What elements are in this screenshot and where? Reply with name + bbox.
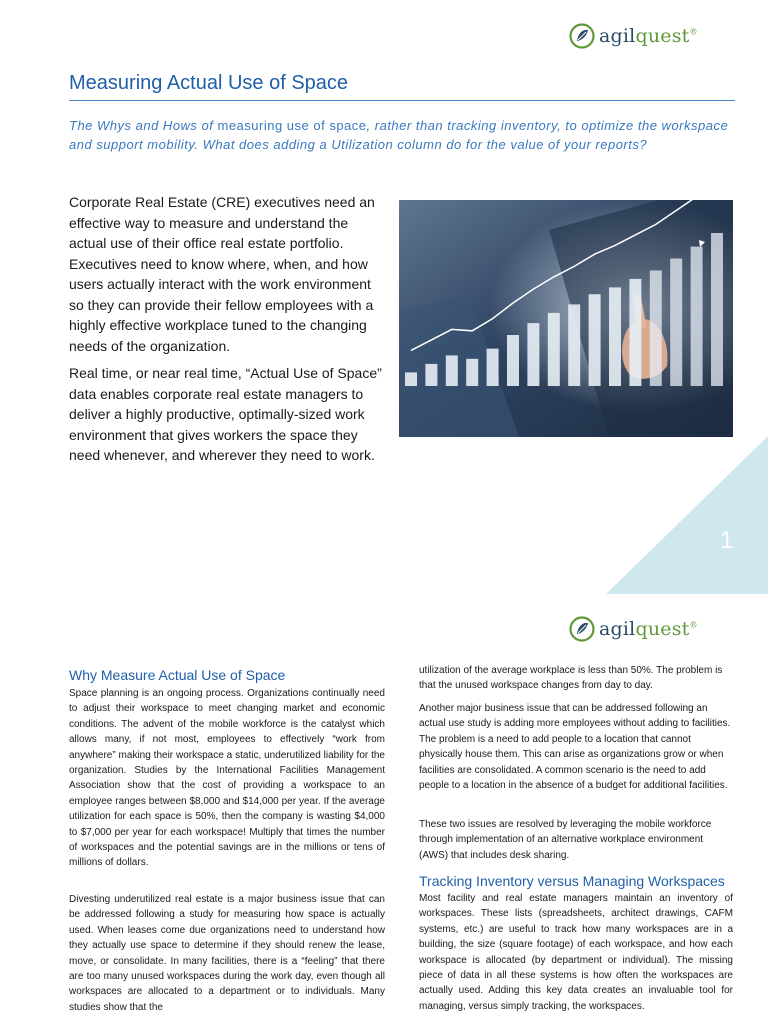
hero-bar: [670, 259, 682, 387]
logo-wordmark-agil: agil: [599, 25, 636, 47]
business-growth-chart-photo-icon: [399, 200, 733, 437]
body-paragraph-1: Corporate Real Estate (CRE) executives need an effective way to measure and understand the actual use of their office real estate portfolio. Executives need to know where, when, and how users actually interact with the work environment so they can provide their fellow employees with a highly effective workplace tuned to the changing needs of the organization.: [69, 194, 375, 354]
hero-bar: [711, 233, 723, 386]
right-column-paragraph-3: These two issues are resolved by leveraging the mobile workforce through implementation of an alternative workplace environment (AWS) that includes desk sharing.: [419, 819, 712, 861]
hero-bar: [650, 270, 662, 386]
agilquest-logo: [569, 23, 698, 49]
logo-trademark: ®: [689, 620, 698, 630]
title-divider: [69, 100, 735, 101]
intro-subtitle: [69, 116, 735, 154]
agilquest-logo-page-2: [569, 616, 698, 642]
hero-bar: [589, 294, 601, 386]
hero-image: [399, 200, 733, 437]
agilquest-leaf-icon: [569, 616, 595, 642]
body-paragraph-2: Real time, or near real time, “Actual Use of Space” data enables corporate real estate managers to deliver a highly productive, optimally-sized work environment that gives workers the space they need whenever, and wherever they need to work.: [69, 365, 382, 463]
agilquest-leaf-icon: [569, 23, 595, 49]
hero-bar: [629, 279, 641, 386]
intro-part-2: measuring use of space: [217, 118, 367, 133]
left-column-paragraph-1: Space planning is an ongoing process. Organizations continually need to adjust their workspace to meet changing market and economic conditions. The advent of the mobile workforce is the catalyst which allows many, if not most, employees to effectively “work from anywhere” making their workspace a static, underutilized liability for the organization. Studies by the International Facilities Management Association show that the cost of providing a workspace to an employee ranges between $8,000 and $14,000 per year. If the average utilization for each space is 50%, then the company is wasting $4,000 to $7,000 per year for each workspace! Multiply that times the number of workspaces and the potential savings are in the millions or tens of millions of dollars.: [69, 688, 385, 869]
hero-bar: [487, 349, 499, 386]
hero-bar: [466, 359, 478, 386]
logo-wordmark-quest: quest: [635, 25, 690, 47]
hero-bar: [568, 304, 580, 386]
section-heading-tracking-inventory: Tracking Inventory versus Managing Workspaces: [419, 873, 725, 889]
logo-wordmark: [599, 618, 698, 640]
hero-bar: [548, 313, 560, 386]
logo-wordmark-quest: quest: [635, 618, 690, 640]
hero-bar: [691, 247, 703, 386]
left-column-paragraph-2: Divesting underutilized real estate is a major business issue that can be addressed following a study for measuring how space is actually used. When leases come due organizations need to understand how they actually use space to determine if they should renew the lease, move, or consolidate. In many facilities, there is a “feeling” that there are too many unused workspaces during the work day, even though all workspaces are allocated to a department or to individuals. Many studies show that the: [69, 894, 385, 1013]
page-title: Measuring Actual Use of Space: [69, 72, 349, 94]
right-column-paragraph-4: Most facility and real estate managers maintain an inventory of workspaces. These lists (spreadsheets, architect drawings, CAFM systems, etc.) are useful to track how many workspaces are in a building, the size (square footage) of each workspace, and how each workspace is allocated (by department or individual). The missing piece of data in all these systems is how often the workspaces are actually used. Adding this key data creates an invaluable tool for managing, versus simply tracking, the workspaces.: [419, 893, 733, 1012]
intro-part-1: The Whys and Hows of: [69, 118, 218, 133]
right-column-paragraph-1: utilization of the average workplace is less than 50%. The problem is that the unused workspace changes from day to day.: [419, 665, 723, 692]
right-column-paragraph-2: Another major business issue that can be addressed following an actual use study is adding more employees without adding to facilities. The problem is a need to add people to a location that cannot physically house them. This can arise as organizations grow or when facilities are consolidated. A common scenario is the need to add people to a location in the absence of a budget for additional facilities.: [419, 703, 731, 792]
intro-part-3: , rather than tracking inventory, to optimize the workspace and support mobility. What does adding a Utilization column do for the value of your reports?: [69, 118, 729, 152]
hero-bar: [425, 364, 437, 386]
corner-decorative-triangle: [606, 436, 768, 594]
hero-bar: [405, 372, 417, 386]
logo-wordmark: [599, 25, 698, 47]
page-number: 1: [720, 527, 734, 554]
hero-bar: [527, 323, 539, 386]
section-heading-why-measure: Why Measure Actual Use of Space: [69, 667, 286, 683]
hero-bar: [507, 335, 519, 386]
logo-trademark: ®: [689, 27, 698, 37]
logo-wordmark-agil: agil: [599, 618, 636, 640]
hero-bar: [446, 355, 458, 386]
hero-bar: [609, 287, 621, 386]
